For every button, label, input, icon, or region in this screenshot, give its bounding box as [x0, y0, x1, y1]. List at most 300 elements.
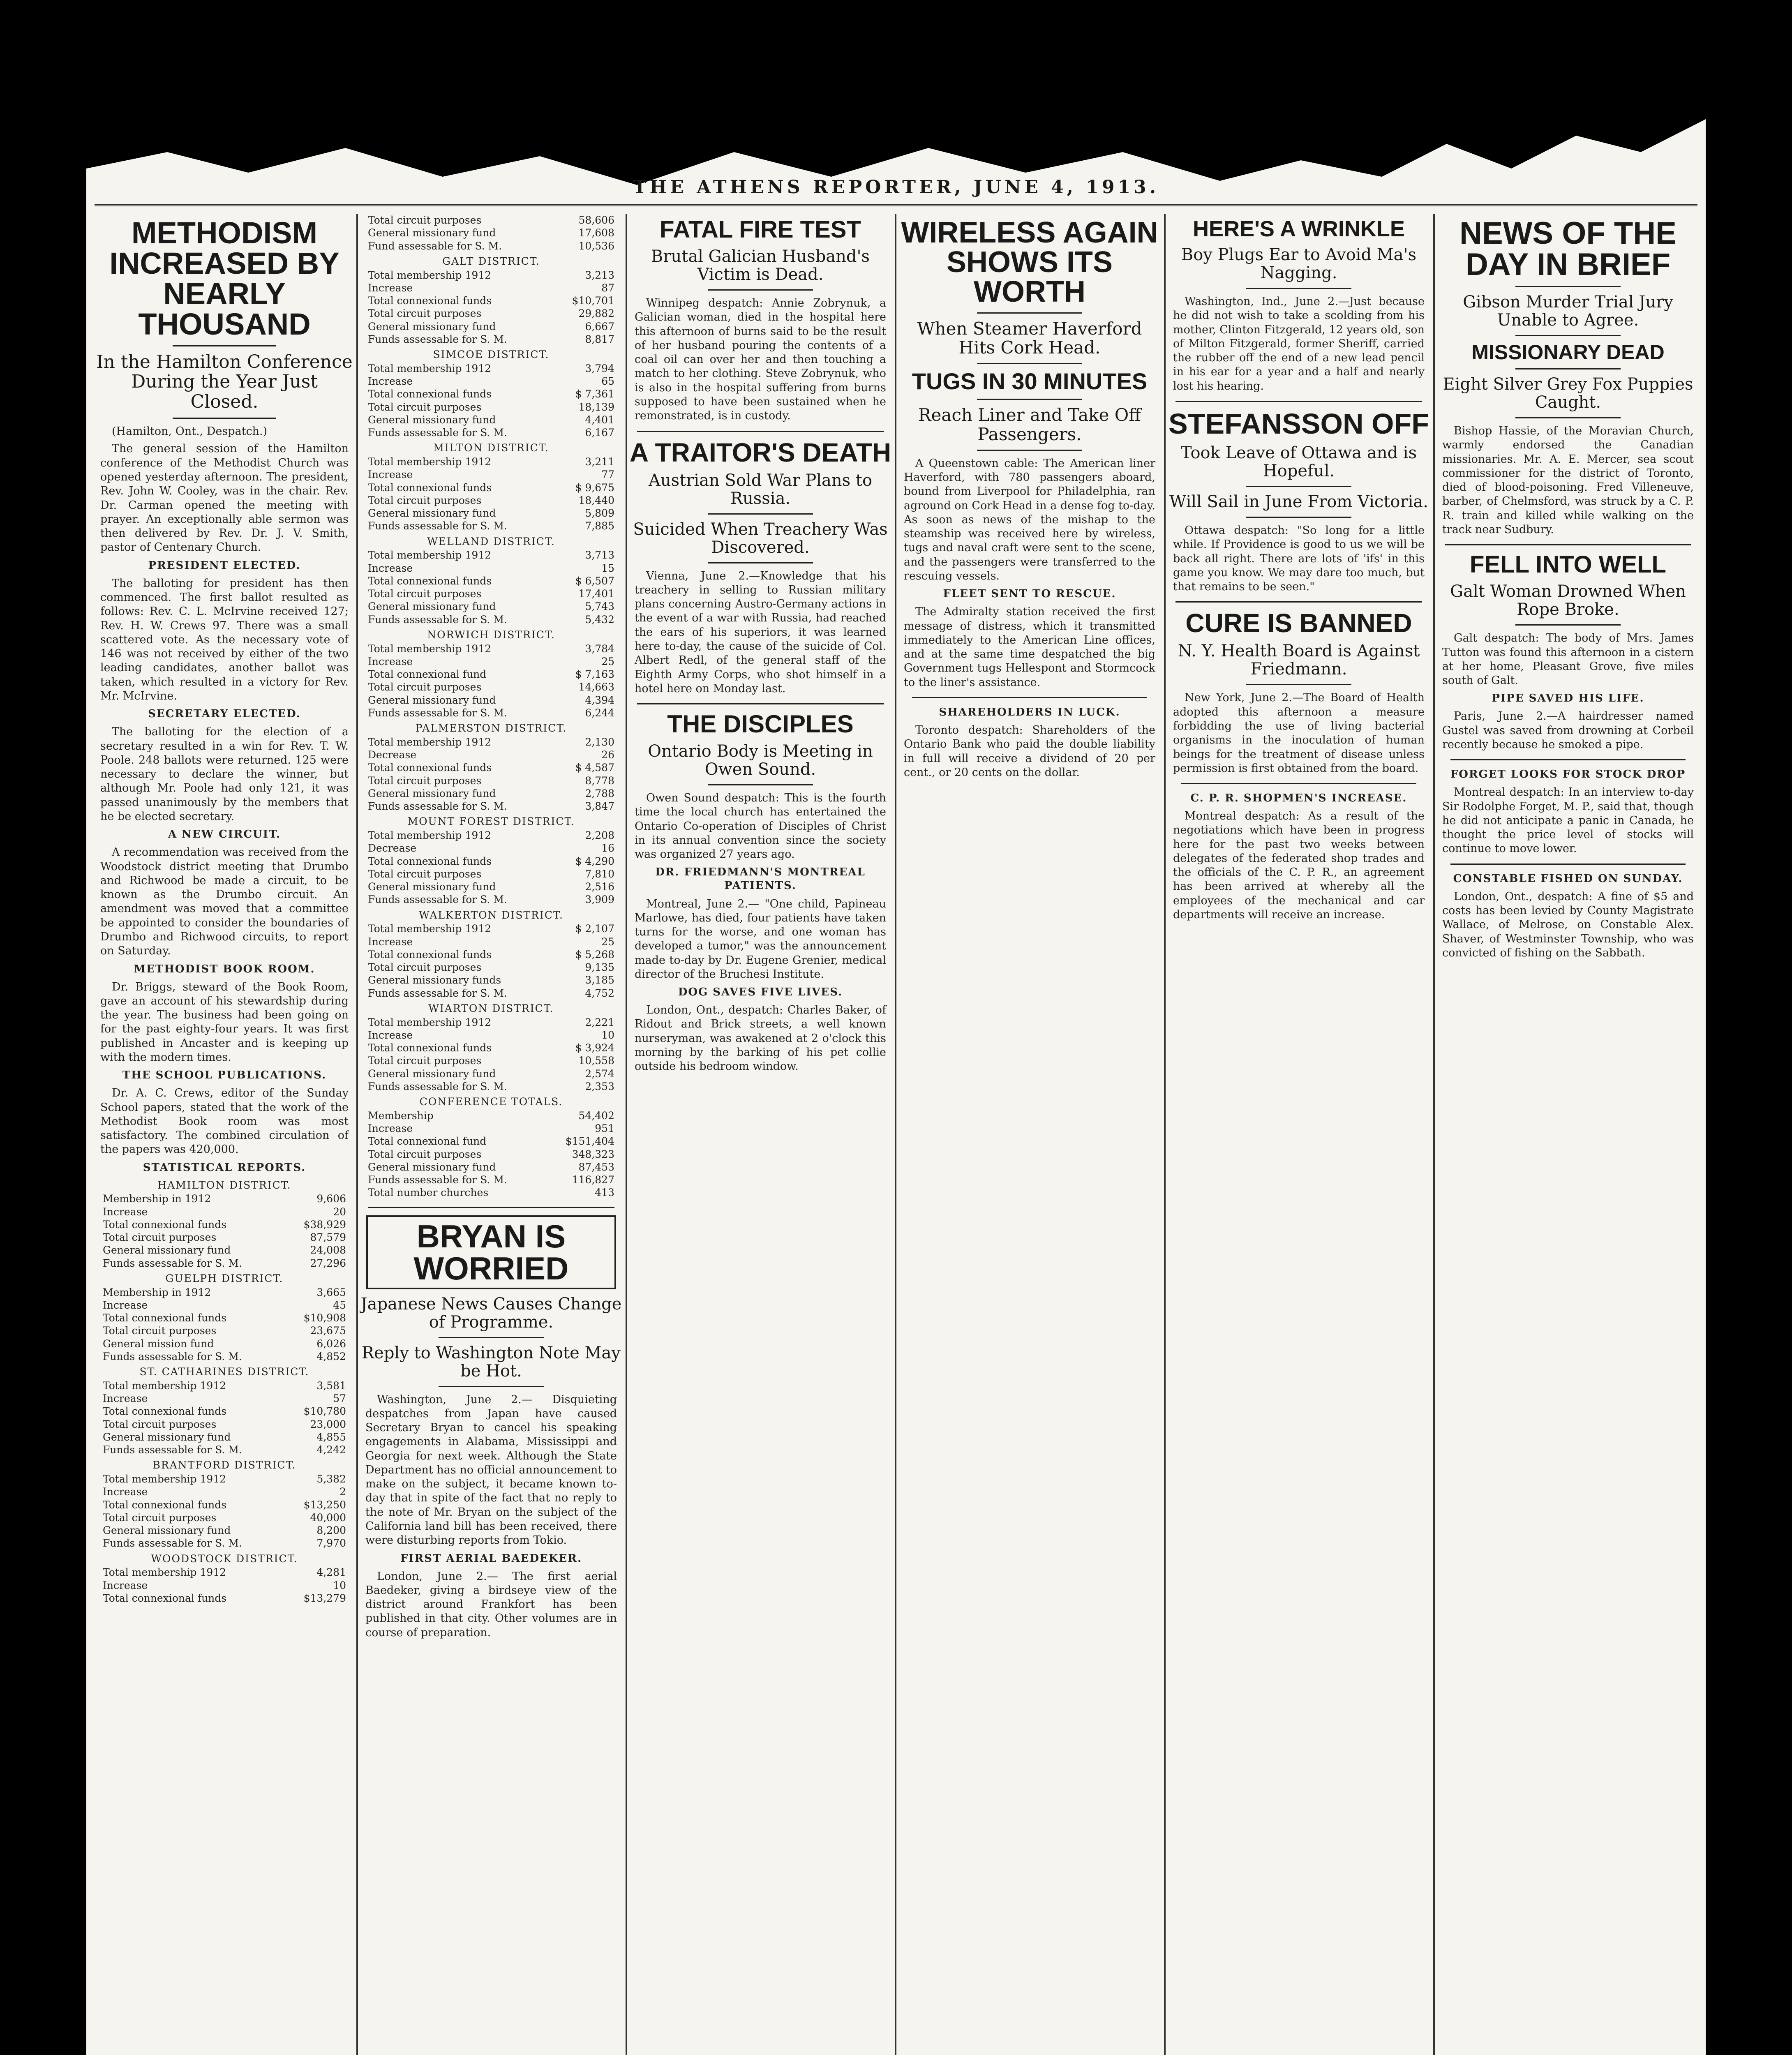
stat-value: 116,827	[572, 1174, 614, 1186]
stat-label: Funds assessable for S. M.	[368, 707, 507, 719]
district-name: SIMCOE DISTRICT.	[433, 349, 550, 360]
divider	[1246, 288, 1351, 289]
district-name: MOUNT FOREST DISTRICT.	[407, 815, 575, 828]
stat-value: 65	[601, 375, 614, 387]
table-row	[100, 1337, 349, 1350]
column-rule	[1164, 214, 1166, 2055]
stat-label: Funds assessable for S. M.	[368, 800, 507, 812]
stat-value: 951	[595, 1122, 614, 1134]
stat-value: $ 5,268	[575, 948, 614, 961]
stat-label: Total circuit purposes	[103, 1231, 217, 1244]
traitor-article	[629, 569, 892, 696]
stat-label: Total connexional funds	[103, 1499, 227, 1511]
stat-value: $ 3,924	[575, 1042, 614, 1054]
article-paragraph: Ottawa despatch: "So long for a little while. If Providence is good to us we will be back all right. There are lots of 'ifs' in this game you know. We may dare too much, but that remains to be seen."	[1173, 524, 1425, 593]
statistics-table	[365, 214, 617, 252]
stat-value: $13,279	[303, 1592, 346, 1604]
stat-value: 18,440	[578, 494, 614, 506]
table-row	[365, 507, 617, 520]
stat-label: Total connexional funds	[368, 948, 492, 961]
statistics-table	[365, 736, 617, 813]
stat-label: General missionary fund	[368, 227, 496, 239]
article-paragraph: The general session of the Hamilton conference of the Methodist Church was opened yesterday afternoon. The president, Rev. John W. Cooley, was in the chair. Rev. Dr. Carman opened the meeting with prayer. An exceptionally able sermon was then delivered by Rev. Dr. J. V. Smith, pastor of Centenary Church.	[100, 442, 349, 554]
stat-label: Fund assessable for S. M.	[368, 240, 502, 252]
stat-label: Total membership 1912	[368, 736, 492, 748]
top-rule	[95, 204, 1697, 206]
stefansson-subhead-2: Will Sail in June From Victoria.	[1169, 492, 1428, 511]
stat-label: Membership	[368, 1109, 434, 1122]
article-paragraph: The balloting for the election of a secretary resulted in a win for Rev. T. W. Poole. 248 ballots were returned. 125 were necessary to declare the winner, but although Mr. Poole had only 121, it was passed unanimously by the members that he be elected secretary.	[100, 725, 349, 823]
section-head: METHODIST BOOK ROOM.	[134, 963, 315, 975]
table-row	[365, 494, 617, 507]
column-6	[1436, 214, 1700, 2055]
article-paragraph: Toronto despatch: Shareholders of the Ontario Bank who paid the double liability in full will receive a dividend of 20 per cent., or 20 cents on the dollar.	[904, 724, 1155, 779]
stat-label: Total membership 1912	[103, 1473, 226, 1485]
stat-value: 5,382	[316, 1473, 346, 1485]
stat-value: 3,847	[585, 800, 614, 812]
stat-label: Increase	[368, 1122, 413, 1134]
table-row	[100, 1312, 349, 1324]
table-row	[365, 375, 617, 388]
stat-value: 45	[333, 1299, 346, 1311]
divider	[708, 784, 813, 785]
article-paragraph: London, Ont., despatch: A fine of $5 and costs has been levied by County Magistrate Wallace, of Melrose, on Constable Alex. Shaver, of Westminster Township, who was convicted of fishing on the Sabbath.	[1442, 890, 1694, 959]
divider	[173, 345, 277, 346]
table-row	[365, 987, 617, 1000]
stat-label: Total circuit purposes	[103, 1325, 217, 1337]
stat-label: Total connexional funds	[368, 762, 492, 774]
stat-label: General missionary fund	[368, 507, 496, 519]
article-paragraph: The Admiralty station received the first message of distress, which it transmitted immediately to the American Line offices, and at the same time despatched the big Government tugs Hellespont and Stormcock to the liner's assistance.	[904, 605, 1155, 689]
stat-label: Total membership 1912	[103, 1379, 226, 1392]
stat-label: Increase	[368, 1029, 413, 1041]
stat-value: 4,401	[585, 413, 614, 426]
table-row	[365, 294, 617, 307]
stat-value: $10,908	[303, 1312, 346, 1324]
table-row	[365, 655, 617, 668]
table-row	[365, 468, 617, 481]
statistics-table	[365, 362, 617, 439]
stat-label: Funds assessable for S. M.	[368, 333, 507, 345]
statistics-table	[365, 922, 617, 1000]
stat-label: Funds assessable for S. M.	[368, 1174, 507, 1186]
stat-label: Increase	[368, 562, 413, 574]
traitor-subhead: Austrian Sold War Plans to Russia.	[648, 471, 873, 508]
tugs-subhead: Reach Liner and Take Off Passengers.	[918, 405, 1141, 444]
fox-subhead: Eight Silver Grey Fox Puppies Caught.	[1443, 375, 1693, 412]
stat-value: 3,909	[585, 894, 614, 906]
column-2	[360, 214, 623, 2055]
stat-label: Total circuit purposes	[368, 681, 482, 693]
table-row	[365, 575, 617, 587]
stat-label: Funds assessable for S. M.	[103, 1257, 242, 1269]
table-row	[365, 787, 617, 800]
divider	[368, 1207, 614, 1208]
table-row	[365, 1161, 617, 1173]
article-paragraph: New York, June 2.—The Board of Health adopted this afternoon a measure forbidding the use of living bacterial organisms in the inoculation of human beings for the treatment of disease unless permission is first obtained from the board.	[1173, 691, 1425, 775]
table-row	[365, 613, 617, 626]
table-row	[365, 269, 617, 282]
table-row	[365, 668, 617, 681]
stefansson-article	[1167, 524, 1430, 594]
divider	[1181, 783, 1416, 784]
divider	[912, 697, 1147, 698]
divider	[708, 513, 813, 515]
district-name: MILTON DISTRICT.	[433, 442, 549, 454]
divider	[977, 450, 1082, 451]
stat-value: 8,778	[585, 774, 614, 787]
stat-label: Funds assessable for S. M.	[368, 520, 507, 532]
table-row	[365, 520, 617, 532]
stat-value: 7,885	[585, 520, 614, 532]
statistics-tables	[100, 1179, 349, 1605]
table-row	[365, 320, 617, 333]
table-row	[365, 1054, 617, 1067]
stat-value: 5,743	[585, 600, 614, 613]
table-row	[365, 401, 617, 413]
section-head: THE SCHOOL PUBLICATIONS.	[122, 1069, 327, 1082]
table-row	[365, 707, 617, 719]
stat-value: 6,167	[585, 427, 614, 439]
statistics-table	[365, 642, 617, 720]
article-paragraph: Montreal, June 2.— "One child, Papineau Marlowe, has died, four patients have taken turns for the worse, and one woman has developed a tumor," was the announcement made to-day by Dr. Eugene Grenier, medical director of the Bruchesi Institute.	[635, 897, 886, 981]
table-row	[365, 761, 617, 774]
stat-label: General missionary fund	[368, 881, 496, 893]
bryan-article	[360, 1393, 623, 1640]
torn-edge	[86, 103, 1706, 185]
table-row	[365, 1122, 617, 1135]
table-row	[365, 1016, 617, 1029]
stat-label: Total circuit purposes	[368, 774, 482, 787]
stat-label: Total circuit purposes	[368, 588, 482, 600]
stat-value: 7,810	[585, 868, 614, 880]
stat-value: 2,221	[585, 1016, 614, 1028]
table-row	[365, 587, 617, 600]
column-rule	[1433, 214, 1435, 2055]
statistics-table	[365, 1016, 617, 1093]
stat-value: 3,713	[585, 549, 614, 561]
stat-label: Funds assessable for S. M.	[103, 1350, 242, 1362]
table-row	[365, 1029, 617, 1041]
table-row	[365, 774, 617, 787]
stat-value: 8,200	[316, 1524, 346, 1537]
stat-value: 40,000	[310, 1511, 346, 1524]
table-row	[365, 868, 617, 880]
methodism-headline: METHODISM INCREASED BY NEARLY THOUSAND	[109, 216, 339, 341]
section-head: FIRST AERIAL BAEDEKER.	[400, 1552, 582, 1565]
divider	[1515, 335, 1621, 336]
table-row	[100, 1418, 349, 1431]
table-row	[365, 214, 617, 226]
stat-value: $ 6,507	[575, 575, 614, 587]
stat-label: Total circuit purposes	[368, 961, 482, 973]
stefansson-headline: STEFANSSON OFF	[1168, 407, 1429, 440]
divider	[977, 399, 1082, 400]
stat-label: Total membership 1912	[368, 456, 492, 468]
stat-value: 2,130	[585, 736, 614, 748]
bryan-headline: BRYAN IS WORRIED	[366, 1215, 616, 1289]
dateline: (Hamilton, Ont., Despatch.)	[112, 425, 268, 438]
stat-label: Funds assessable for S. M.	[368, 1080, 507, 1092]
stat-value: $ 7,361	[575, 388, 614, 400]
divider	[708, 289, 813, 291]
table-row	[365, 282, 617, 294]
statistics-table	[100, 1473, 349, 1550]
stat-label: Increase	[103, 1392, 148, 1405]
table-row	[100, 1592, 349, 1605]
wrinkle-headline: HERE'S A WRINKLE	[1193, 217, 1405, 241]
cure-article	[1167, 691, 1430, 922]
stat-value: $ 4,290	[575, 855, 614, 867]
table-row	[365, 974, 617, 986]
stat-value: 4,852	[316, 1350, 346, 1362]
cure-subhead: N. Y. Health Board is Against Friedmann.	[1178, 642, 1420, 679]
table-row	[365, 1173, 617, 1186]
section-head: FLEET SENT TO RESCUE.	[943, 588, 1116, 600]
methodism-subhead: In the Hamilton Conference During the Year Just Closed.	[96, 351, 353, 412]
traitor-subhead-2: Suicided When Treachery Was Discovered.	[633, 520, 888, 557]
stat-label: Total connexional funds	[103, 1592, 227, 1604]
stat-label: Total membership 1912	[368, 1016, 492, 1028]
stat-value: 2,788	[585, 787, 614, 799]
stat-value: 4,281	[316, 1566, 346, 1579]
table-row	[365, 426, 617, 439]
district-name: WALKERTON DISTRICT.	[419, 909, 563, 921]
stat-value: 17,608	[578, 227, 614, 239]
divider	[173, 418, 277, 419]
section-head: SECRETARY ELECTED.	[148, 708, 301, 720]
table-row	[100, 1511, 349, 1524]
table-row	[100, 1299, 349, 1312]
stat-label: Funds assessable for S. M.	[103, 1444, 242, 1456]
stat-label: Total circuit purposes	[368, 307, 482, 320]
wireless-article	[898, 457, 1161, 780]
stat-value: 348,323	[572, 1148, 614, 1160]
stat-label: General missionary funds	[368, 974, 501, 986]
table-row	[365, 855, 617, 868]
stat-label: General missionary fund	[368, 413, 496, 426]
stat-value: 54,402	[578, 1109, 614, 1122]
stat-value: $151,404	[565, 1135, 614, 1148]
statistics-table	[365, 269, 617, 346]
table-row	[365, 549, 617, 561]
stat-value: 16	[601, 842, 614, 854]
divider	[1175, 401, 1422, 402]
table-row	[365, 842, 617, 854]
news-brief-headline: NEWS OF THE DAY IN BRIEF	[1459, 216, 1677, 282]
stat-value: 10	[333, 1579, 346, 1591]
stat-label: General missionary fund	[368, 694, 496, 706]
divider	[637, 703, 884, 704]
section-head: PIPE SAVED HIS LIFE.	[1492, 692, 1644, 705]
statistics-table	[100, 1566, 349, 1605]
table-row	[100, 1443, 349, 1456]
stat-value: 9,135	[585, 961, 614, 973]
stat-label: Total connexional funds	[368, 388, 492, 400]
wrinkle-subhead: Boy Plugs Ear to Avoid Ma's Nagging.	[1181, 245, 1417, 282]
article-paragraph: London, Ont., despatch: Charles Baker, of Ridout and Brick streets, a well known nurseryman, was awakened at 2 o'clock this morning by the barking of his pet collie outside his bedroom window.	[635, 1004, 886, 1073]
table-row	[100, 1192, 349, 1205]
disciples-headline: THE DISCIPLES	[667, 710, 854, 738]
methodism-article	[95, 425, 354, 1605]
bryan-subhead-2: Reply to Washington Note May be Hot.	[362, 1343, 621, 1381]
wireless-subhead: When Steamer Haverford Hits Cork Head.	[917, 319, 1142, 358]
stat-label: Total circuit purposes	[368, 868, 482, 880]
article-paragraph: Washington, Ind., June 2.—Just because he did not wish to take a scolding from his mother, Clinton Fitzgerald, 12 years old, son of Milton Fitzgerald, former Sheriff, carried the rubber off the end of a new lead pencil in his ear for a year and a half and nearly lost his hearing.	[1173, 295, 1425, 393]
stat-label: Total membership 1912	[368, 549, 492, 561]
divider	[1515, 624, 1621, 626]
stat-label: Total connexional funds	[368, 855, 492, 867]
section-head: FORGET LOOKS FOR STOCK DROP	[1450, 768, 1686, 781]
stat-value: $ 4,587	[575, 762, 614, 774]
stat-label: General missionary fund	[368, 1161, 496, 1173]
stat-label: General mission fund	[103, 1337, 214, 1350]
stat-value: 4,394	[585, 694, 614, 706]
table-row	[365, 1041, 617, 1054]
district-name: WIARTON DISTRICT.	[428, 1002, 554, 1014]
stat-value: 3,213	[585, 269, 614, 281]
wireless-headline: WIRELESS AGAIN SHOWS ITS WORTH	[901, 216, 1158, 308]
stat-label: Increase	[103, 1205, 148, 1218]
district-name: ST. CATHARINES DISTRICT.	[139, 1366, 309, 1378]
stat-label: Total circuit purposes	[103, 1418, 217, 1430]
statistics-table	[365, 829, 617, 906]
stat-value: 2,353	[585, 1080, 614, 1092]
stat-value: 77	[601, 469, 614, 481]
column-4	[898, 214, 1161, 2055]
stat-value: $ 2,107	[575, 923, 614, 935]
table-row	[365, 413, 617, 426]
column-rule	[626, 214, 627, 2055]
table-row	[365, 562, 617, 575]
stat-label: Increase	[368, 655, 413, 667]
statistics-table	[365, 549, 617, 626]
stat-value: $ 7,163	[575, 668, 614, 680]
section-head: DR. FRIEDMANN'S MONTREAL PATIENTS.	[655, 866, 866, 892]
stat-label: Decrease	[368, 842, 417, 854]
article-paragraph: Dr. A. C. Crews, editor of the Sunday School papers, stated that the work of the Methodist Book room was most satisfactory. The combined circulation of the papers was 420,000.	[100, 1087, 349, 1156]
stat-value: 26	[601, 749, 614, 761]
district-name: PALMERSTON DISTRICT.	[415, 722, 567, 734]
table-row	[100, 1324, 349, 1337]
stat-label: Membership in 1912	[103, 1286, 211, 1298]
table-row	[365, 681, 617, 693]
table-row	[365, 1080, 617, 1093]
stat-value: 10,558	[578, 1055, 614, 1067]
section-head: CONSTABLE FISHED ON SUNDAY.	[1453, 872, 1683, 885]
stat-label: Total connexional fund	[368, 668, 487, 680]
district-statistics	[360, 214, 623, 1199]
district-name: NORWICH DISTRICT.	[427, 628, 555, 641]
divider	[1246, 517, 1351, 518]
section-head: A NEW CIRCUIT.	[168, 828, 281, 841]
stat-label: Membership in 1912	[103, 1193, 211, 1205]
article-paragraph: Vienna, June 2.—Knowledge that his treachery in selling to Russian military plans concerning Austro-Germany actions in the event of a war with Russia, had reached the ears of his superiors, it was learned here to-day, the cause of the suicide of Col. Albert Redl, of the general staff of the Eighth Army Corps, who shot himself in a hotel here on Monday last.	[635, 569, 886, 695]
section-head: STATISTICAL REPORTS.	[143, 1161, 306, 1174]
stat-label: Total membership 1912	[368, 829, 492, 841]
stat-label: Total membership 1912	[368, 642, 492, 655]
article-paragraph: Montreal despatch: As a result of the negotiations which have been in progress here for the past two weeks between delegates of the federated shop trades and the officials of the C. P. R., an agreement has been arrived at whereby all the employees of the mechanical and car departments will receive an increase.	[1173, 810, 1425, 921]
table-row	[100, 1566, 349, 1579]
stat-value: 4,855	[316, 1431, 346, 1443]
statistics-table	[100, 1286, 349, 1363]
table-row	[365, 1135, 617, 1148]
table-row	[365, 388, 617, 400]
stat-label: General missionary fund	[368, 1067, 496, 1080]
table-row	[365, 893, 617, 906]
stat-value: 29,882	[578, 307, 614, 320]
table-row	[365, 736, 617, 748]
stat-value: 27,296	[310, 1257, 346, 1269]
stat-value: 2	[339, 1486, 346, 1498]
table-row	[365, 1109, 617, 1122]
fatal-subhead: Brutal Galician Husband's Victim is Dead.	[651, 247, 870, 284]
table-row	[365, 642, 617, 655]
article-paragraph: A Queenstown cable: The American liner Haverford, with 780 passengers aboard, bound from Liverpool for Philadelphia, ran aground on Cork Head in a dense fog to-day. As soon as news of the mishap to the steamship was received here by wireless, tugs and naval craft were sent to the scene, and the passengers were transferred to the rescuing vessels.	[904, 457, 1155, 582]
divider	[439, 1386, 544, 1387]
table-row	[100, 1537, 349, 1549]
stat-label: Increase	[103, 1299, 148, 1311]
stat-label: Funds assessable for S. M.	[368, 427, 507, 439]
table-row	[100, 1524, 349, 1537]
stat-value: $13,250	[303, 1499, 346, 1511]
stat-value: 10,536	[578, 240, 614, 252]
stat-value: 2,574	[585, 1067, 614, 1080]
table-row	[100, 1205, 349, 1218]
stat-value: 87,453	[578, 1161, 614, 1173]
divider	[1450, 759, 1686, 760]
column-1	[95, 214, 354, 2055]
well-headline: FELL INTO WELL	[1470, 551, 1666, 578]
table-row	[365, 800, 617, 813]
table-row	[100, 1579, 349, 1592]
section-head: C. P. R. SHOPMEN'S INCREASE.	[1190, 792, 1407, 805]
statistics-table	[365, 455, 617, 533]
column-rule	[895, 214, 896, 2055]
stat-value: 6,244	[585, 707, 614, 719]
stat-label: Funds assessable for S. M.	[368, 613, 507, 626]
stat-label: Total membership 1912	[368, 923, 492, 935]
stat-value: 18,139	[578, 401, 614, 413]
column-5	[1167, 214, 1430, 2055]
article-paragraph: Dr. Briggs, steward of the Book Room, gave an account of his stewardship during the year. The business had been going on for the past eighty-four years. It was first published in Ancaster and is keeping up with the modern times.	[100, 980, 349, 1064]
stat-label: Total membership 1912	[368, 269, 492, 281]
stat-value: 10	[601, 1029, 614, 1041]
stat-value: 413	[595, 1187, 614, 1199]
statistics-tables	[365, 214, 617, 1199]
stat-label: Total connexional funds	[368, 295, 492, 307]
table-row	[100, 1379, 349, 1392]
stat-value: 2,208	[585, 829, 614, 841]
divider	[977, 312, 1082, 314]
district-name: CONFERENCE TOTALS.	[419, 1096, 563, 1108]
table-row	[100, 1231, 349, 1244]
statistics-table	[100, 1379, 349, 1457]
stat-value: 7,970	[316, 1537, 346, 1549]
divider	[1445, 544, 1691, 545]
stat-label: Increase	[368, 935, 413, 948]
stat-label: Total connexional funds	[368, 575, 492, 587]
section-head: DOG SAVES FIVE LIVES.	[678, 986, 843, 999]
stat-label: Increase	[368, 469, 413, 481]
divider	[1450, 864, 1686, 865]
table-row	[365, 880, 617, 893]
stat-value: 5,809	[585, 507, 614, 519]
stat-label: Total circuit purposes	[368, 1055, 482, 1067]
table-row	[365, 481, 617, 494]
district-name: WOODSTOCK DISTRICT.	[151, 1552, 298, 1565]
stat-value: 15	[601, 562, 614, 574]
